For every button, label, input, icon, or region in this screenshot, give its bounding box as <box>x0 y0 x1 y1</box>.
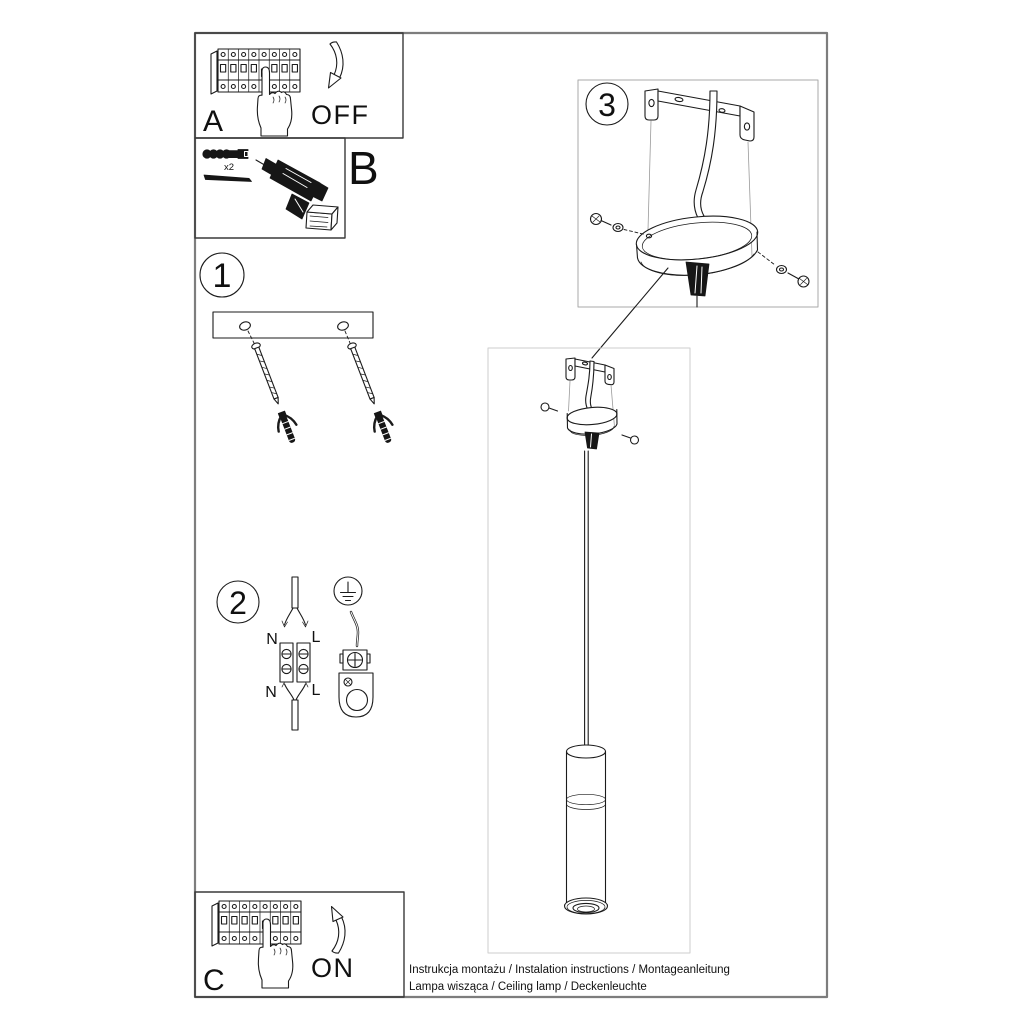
wiring-diagram <box>265 577 320 730</box>
screw-icon <box>204 175 252 182</box>
assembly-guide-left <box>648 121 651 230</box>
screw-anchor-left <box>246 340 302 446</box>
breaker-panel-on-illustration <box>212 901 301 988</box>
canopy-screw-left-small <box>541 403 558 411</box>
canopy-detail <box>634 211 760 307</box>
step-3-inset <box>578 80 818 307</box>
step-a-panel <box>195 33 403 138</box>
ground-terminal-clamp <box>339 650 373 717</box>
canopy-screw-right <box>758 252 809 287</box>
screw-anchor-right <box>342 340 398 446</box>
ceiling-bracket <box>566 358 614 410</box>
step-1-number: 1 <box>212 257 232 295</box>
ground-wire <box>351 612 358 646</box>
strain-relief-small <box>585 432 599 449</box>
breaker-panel-off-illustration <box>211 49 300 136</box>
ceiling-bracket-detail <box>645 89 754 218</box>
assembly-guide-left-small <box>569 381 571 411</box>
pendant-assembly <box>488 348 690 953</box>
arrow-up-icon <box>332 907 346 954</box>
step-b-label: B <box>348 142 379 194</box>
step-2-section <box>217 577 373 730</box>
footer-instructions-line: Instrukcja montażu / Instalation instructions / Montageanleitung <box>409 964 730 976</box>
canopy-screw-left <box>591 214 646 235</box>
mounting-bracket-bar <box>213 312 373 338</box>
wall-plug-icon <box>203 150 248 159</box>
step-a-label: A <box>203 105 224 138</box>
strain-relief <box>686 262 709 296</box>
canopy-screw-right-small <box>622 435 639 444</box>
suspension-cable <box>585 451 589 750</box>
footer-product-line: Lampa wisząca / Ceiling lamp / Deckenleuchte <box>409 981 647 993</box>
assembly-guide-right-small <box>611 385 615 427</box>
canopy <box>566 405 617 449</box>
anchor-quantity-label: x2 <box>223 162 235 173</box>
step-c-label: C <box>203 964 225 997</box>
mains-cable-top <box>292 577 298 608</box>
detail-leader-line <box>592 268 668 358</box>
step-1-section <box>200 253 398 446</box>
wire-label-l-bottom: L <box>311 682 321 699</box>
ground-symbol-icon <box>334 577 362 605</box>
step-c-action-label: ON <box>311 953 355 983</box>
step-2-number: 2 <box>229 585 247 621</box>
step-c-panel <box>195 892 404 997</box>
step-b-panel <box>195 138 379 238</box>
terminal-block <box>280 643 310 682</box>
wire-label-n-top: N <box>266 631 278 648</box>
wire-label-n-bottom: N <box>265 684 277 701</box>
lamp-shade <box>565 745 608 914</box>
wire-label-l-top: L <box>311 629 321 646</box>
drill-icon <box>256 159 338 231</box>
step-a-action-label: OFF <box>311 100 370 130</box>
arrow-down-icon <box>329 42 344 88</box>
step-3-number: 3 <box>598 87 616 123</box>
mains-cable-bottom <box>292 700 298 730</box>
